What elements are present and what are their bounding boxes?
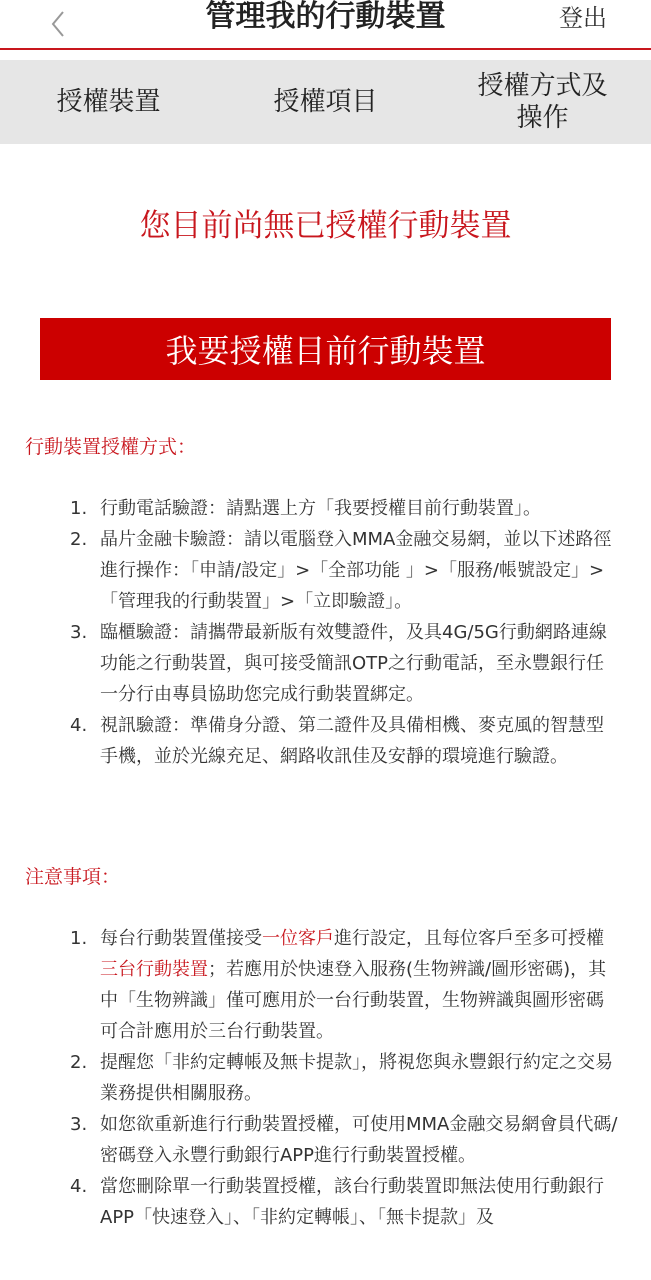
list-text: 視訊驗證：準備身分證、第二證件及具備相機、麥克風的智慧型手機，並於光線充足、網路收訊佳及安靜的環境進行驗證。 <box>100 715 604 767</box>
list-text: 如您欲重新進行行動裝置授權，可使用MMA金融交易網會員代碼/密碼登入永豐行動銀行APP進行行動裝置授權。 <box>100 1114 618 1166</box>
logout-button[interactable]: 登出 <box>559 4 607 32</box>
list-number: 3. <box>70 1114 88 1135</box>
note-text: ；若應用於快速登入服務(生物辨識/圖形密碼)，其中「生物辨識」僅可應用於一台行動裝置，生物辨識與圖形密碼可合計應用於三台行動裝置。 <box>100 959 607 1042</box>
list-item <box>70 923 620 1047</box>
tab-label: 授權裝置 <box>56 87 161 117</box>
page-title: 管理我的行動裝置 <box>205 0 446 34</box>
app-header <box>0 0 651 50</box>
list-number: 2. <box>70 1052 88 1073</box>
note-text: 進行設定，且每位客戶至多可授權 <box>334 928 604 949</box>
list-item <box>70 493 620 524</box>
tab-authorization-methods[interactable] <box>434 60 651 144</box>
authorize-device-button[interactable]: 我要授權目前行動裝置 <box>40 318 611 380</box>
list-number: 1. <box>70 928 88 949</box>
list-item <box>70 1109 620 1171</box>
list-item <box>70 1047 620 1109</box>
list-item <box>70 524 620 617</box>
notes-list <box>70 923 620 1233</box>
tab-authorized-items[interactable] <box>217 60 434 144</box>
tab-label: 授權項目 <box>273 87 378 117</box>
list-text <box>100 928 606 1042</box>
methods-list <box>70 493 620 772</box>
tab-authorized-devices[interactable] <box>0 60 217 144</box>
note-text: 每台行動裝置僅接受 <box>100 928 262 949</box>
no-device-message: 您目前尚無已授權行動裝置 <box>139 208 512 244</box>
list-item <box>70 617 620 710</box>
list-item <box>70 710 620 772</box>
list-number: 3. <box>70 622 88 643</box>
highlight-one-customer: 一位客戶 <box>262 928 334 949</box>
list-text: 晶片金融卡驗證：請以電腦登入MMA金融交易網，並以下述路徑進行操作：「申請/設定」>「全部功能 」>「服務/帳號設定」>「管理我的行動裝置」>「立即驗證」。 <box>100 529 612 612</box>
list-text: 提醒您「非約定轉帳及無卡提款」，將視您與永豐銀行約定之交易業務提供相關服務。 <box>100 1052 613 1104</box>
tab-bar <box>0 60 651 144</box>
list-text: 臨櫃驗證：請攜帶最新版有效雙證件，及具4G/5G行動網路連線功能之行動裝置，與可接受簡訊OTP之行動電話，至永豐銀行任一分行由專員協助您完成行動裝置綁定。 <box>100 622 607 705</box>
methods-heading: 行動裝置授權方式： <box>25 436 197 458</box>
list-item <box>70 1171 620 1233</box>
list-number: 2. <box>70 529 88 550</box>
list-number: 1. <box>70 498 88 519</box>
highlight-three-devices: 三台行動裝置 <box>100 959 208 980</box>
list-text: 行動電話驗證：請點選上方「我要授權目前行動裝置」。 <box>100 498 541 519</box>
notes-heading: 注意事項： <box>25 866 121 888</box>
list-number: 4. <box>70 1176 88 1197</box>
list-text: 當您刪除單一行動裝置授權，該台行動裝置即無法使用行動銀行APP「快速登入」、「非約定轉帳」、「無卡提款」及 <box>100 1176 604 1228</box>
tab-label: 授權方式及操作 <box>477 71 608 133</box>
list-number: 4. <box>70 715 88 736</box>
